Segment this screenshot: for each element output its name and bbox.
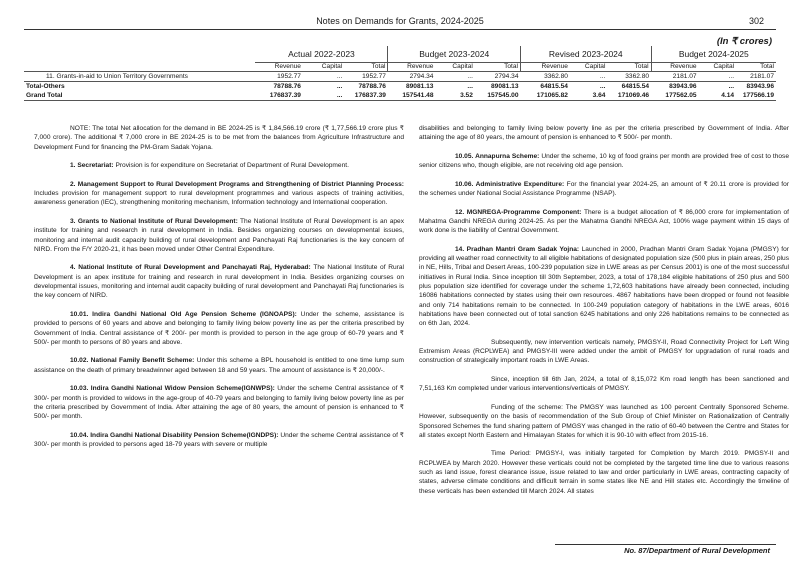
paragraph-annapurna: 10.05. Annapurna Scheme: Under the scheme, 10 kg of food grains per month are provided free of cost to those senior citizens who, though eligible, are not receiving old age pension. <box>419 152 789 170</box>
col-header: Revenue <box>651 62 699 72</box>
col-group: Budget 2024-2025 <box>651 46 776 62</box>
paragraph-pmgsy-funding: Funding of the scheme: The PMGSY was launched as 100 percent Centrally Sponsored Scheme. However, subsequently on the basis of recommendation of the Sub Group of Chief Minister on Rationalization of Centrally Sponsored Schemes the fund sharing pattern of PMGSY was changed in the ratio of 60-40 between the Centre and States for all states except North Eastern and Himalayan States for which it is 90-10 with effect from 2015-16. <box>419 403 789 439</box>
budget-table <box>24 46 776 101</box>
cell: ... <box>599 82 606 90</box>
paragraph-nfbs: 10.02. National Family Benefit Scheme: Under this scheme a BPL household is entitled to one time lump sum assistance on the death of primary breadwinner aged between 18 and 59 years. The amount of assistance is ₹ 20,000/-. <box>34 357 404 374</box>
paragraph-nird-grants: 3. Grants to National Institute of Rural Development: The National Institute of Rural Development is an apex institute for training and research in rural development in India. Besides organizing courses on developmental issues, monitoring and internal audit capacity building of rural development and Panchayati Raj functionaries is the key concern of NIRD. From the F/Y 2020-21, it has been moved under Other Central Expenditure. <box>34 217 404 253</box>
col-header: Capital <box>435 62 474 72</box>
document-title: Notes on Demands for Grants, 2024-2025 <box>316 16 484 26</box>
cell: 157541.48 <box>388 91 436 101</box>
paragraph-nirdpr: 4. National Institute of Rural Development and Panchayati Raj, Hyderabad: The National Institute of Rural Development is an apex institute for training and research in rural development in India. Besides organizing courses on developmental issues, monitoring and internal audit capacity building of rural development and Panchayati Raj functionaries is the key concern of NIRD. <box>34 264 404 300</box>
row-label: 11. Grants-in-aid to Union Territory Governments <box>46 72 188 80</box>
page-footer: No. 87/Department of Rural Development <box>624 546 770 555</box>
paragraph-pmgsy: 14. Pradhan Mantri Gram Sadak Yojna: Launched in 2000, Pradhan Mantri Gram Sadak Yojana (PMGSY) for providing all weather road connectivity to all eligible habitations of designated population size (500 plus in plain areas, 250 plus in NE, Hills, Tribal and Desert Areas, 100-239 population size in LWE areas as per Census 2001) is one of the most successful initiatives in Rural India. Since inception till 30th September, 2023, a total of 178,184 eligible habitations of 250 plus and 500 plus population size identified for coverage under the scheme 1,72,603 habitations have already been connected, including 16086 habitations connected by states using their own resources. 4867 habitations have been dropped or found not feasible and only 714 habitations remain to be connected. In 100-249 population category of habitations in the LWE areas, 6016 habitations have been connected out of total sanction 6245 habitations and only 226 habitations remains to be connected as on 6th Jan, 2024. <box>419 245 789 328</box>
cell: 89081.13 <box>490 82 519 90</box>
col-header: Capital <box>699 62 736 72</box>
cell: 78788.76 <box>358 82 386 90</box>
page-header <box>34 16 766 30</box>
row-label: Total-Others <box>26 82 65 90</box>
paragraph-pmgsy-sanctioned: Since, inception till 6th Jan, 2024, a total of 8,15,072 Km road length has been sanctioned and 7,51,163 Km completed under various interventions/verticals of PMGSY. <box>419 376 789 393</box>
col-header: Revenue <box>388 62 436 72</box>
cell: ... <box>728 72 735 80</box>
cell: 3362.80 <box>544 72 568 80</box>
cell: ... <box>336 72 343 80</box>
table-row-grand-total <box>24 91 776 101</box>
cell: 1952.77 <box>362 72 386 80</box>
paragraph-igndps-cont: disabilities and belonging to family living below poverty line as per the criteria prescribed by Government of India. After attaining the age of 80 years, the amount of pension is enhanced to ₹ 500/- per month. <box>419 125 789 142</box>
paragraph-ignoaps: 10.01. Indira Gandhi National Old Age Pension Scheme (IGNOAPS): Under the scheme, assistance is provided to persons of 60 years and above and belonging to family living below poverty line as per the criteria prescribed by Government of India. Central assistance of ₹ 200/- per month is provided to person in the age group of 60-79 years and ₹ 500/- per month to persons of 80 years and above. <box>34 310 404 346</box>
cell: 83943.96 <box>746 82 774 90</box>
paragraph-admin-expenditure: 10.06. Administrative Expenditure: For the financial year 2024-25, an amount of ₹ 20.11 crore is provided for the schemes under National Social Assistance Programme (NSAP). <box>419 180 790 198</box>
cell: 2181.07 <box>750 72 774 80</box>
col-header: Total <box>607 62 651 72</box>
paragraph-management-support: 2. Management Support to Rural Development Programs and Strengthening of District Planning Process: Includes provision for management support to rural development programmes and various aspects of training activities, awareness generation (IEC), strengthening monitoring mechanism, Information technology and International cooperation. <box>34 180 404 207</box>
col-header: Capital <box>303 62 344 72</box>
col-header: Total <box>736 62 776 72</box>
cell: 2181.07 <box>672 72 697 80</box>
cell: 4.14 <box>699 91 736 101</box>
col-header: Total <box>344 62 388 72</box>
cell: ... <box>303 91 344 101</box>
cell: 177566.19 <box>736 91 776 101</box>
cell: 83943.96 <box>669 82 697 90</box>
cell: 171069.46 <box>607 91 651 101</box>
header-divider <box>24 29 776 30</box>
unit-label: (In ₹ crores) <box>716 36 772 47</box>
table-row <box>24 72 776 82</box>
left-column <box>34 124 404 449</box>
cell: 2794.34 <box>409 72 434 80</box>
cell: 171065.82 <box>521 91 570 101</box>
cell: 89081.13 <box>405 82 434 90</box>
paragraph-ignwps: 10.03. Indira Gandhi National Widow Pension Scheme(IGNWPS): Under the scheme Central assistance of ₹ 300/- per month is provided to widows in the age-group of 40-79 years and belonging to family living below poverty line as per the criteria prescribed by Government of India. After attaining the age of 80 years, the amount of pension is enhanced to ₹ 500/- per month. <box>34 385 405 421</box>
cell: ... <box>728 82 735 90</box>
table-row-total-others <box>24 81 776 91</box>
cell: ... <box>599 72 606 80</box>
cell: ... <box>467 72 473 80</box>
col-header: Total <box>475 62 521 72</box>
right-column <box>419 124 789 496</box>
cell: 177562.05 <box>651 91 699 101</box>
table-subheader <box>24 62 776 72</box>
cell: 176837.39 <box>255 91 303 101</box>
cell: 157545.00 <box>475 91 521 101</box>
cell: 64815.54 <box>621 82 650 90</box>
note-paragraph: NOTE: The total Net allocation for the demand in BE 2024-25 is ₹ 1,84,566.19 crore (₹ 1,77,566.19 crore plus ₹ 7,000 crore). The additional ₹ 7,000 crore in BE 2024-25 is to be met from the balances from Agriculture Infrastructure and Development Fund for financing the PM-Gram Sadak Yojana. <box>34 125 404 151</box>
paragraph-pmgsy-verticals: Subsequently, new intervention verticals namely, PMGSY-II, Road Connectivity Project for Left Wing Extremism Areas (RCPLWEA) and PMGSY-III were added under the ambit of PMGSY for upgradation of rural roads and construction of strategically important roads in LWE Areas. <box>419 338 789 365</box>
page-number: 302 <box>748 16 764 26</box>
cell: 78788.76 <box>273 82 301 90</box>
row-label: Grand Total <box>24 91 255 101</box>
cell: 176837.39 <box>344 91 388 101</box>
table-group-header <box>24 46 776 62</box>
paragraph-igndps: 10.04. Indira Gandhi National Disability Pension Scheme(IGNDPS): Under the scheme Central assistance of ₹ 300/- per month is provided to persons aged 18-79 years with severe or multiple <box>34 431 405 449</box>
col-group: Actual 2022-2023 <box>255 46 388 62</box>
paragraph-pmgsy-time-period: Time Period: PMGSY-I, was initially targeted for Completion by March 2019. PMGSY-II and RCPLWEA by March 2020. However these verticals could not be completed by the targeted time line due to various reasons such as land issue, forest clearance issue, issue related to law and order particularly in LWE areas, contracting capacity of states, adverse climate conditions and difficult terrain in some states like NE and Hill states etc. Accordingly the timeline of these verticals has been extended till March 2024. All states <box>419 450 789 495</box>
cell: 1952.77 <box>277 72 301 80</box>
cell: ... <box>336 82 343 90</box>
col-group: Budget 2023-2024 <box>388 46 521 62</box>
cell: 3.64 <box>570 91 607 101</box>
cell: 64815.54 <box>540 82 568 90</box>
cell: 3362.80 <box>625 72 650 80</box>
col-header: Revenue <box>521 62 570 72</box>
col-header: Revenue <box>255 62 303 72</box>
col-header: Capital <box>570 62 607 72</box>
col-group: Revised 2023-2024 <box>521 46 652 62</box>
paragraph-secretariat: 1. Secretariat: Provision is for expenditure on Secretariat of Department of Rural Development. <box>70 162 349 170</box>
cell: 2794.34 <box>494 72 519 80</box>
paragraph-mgnrega: 12. MGNREGA-Programme Component: There is a budget allocation of ₹ 86,000 crore for implementation of Mahatma Gandhi NREGA during 2024-25. As per the Mahatma Gandhi NREGA Act, 100% wage payment within 15 days of work done is the liability of Central Government. <box>419 208 789 235</box>
cell: 3.52 <box>435 91 474 101</box>
cell: ... <box>467 82 473 90</box>
footer-divider <box>555 544 776 545</box>
